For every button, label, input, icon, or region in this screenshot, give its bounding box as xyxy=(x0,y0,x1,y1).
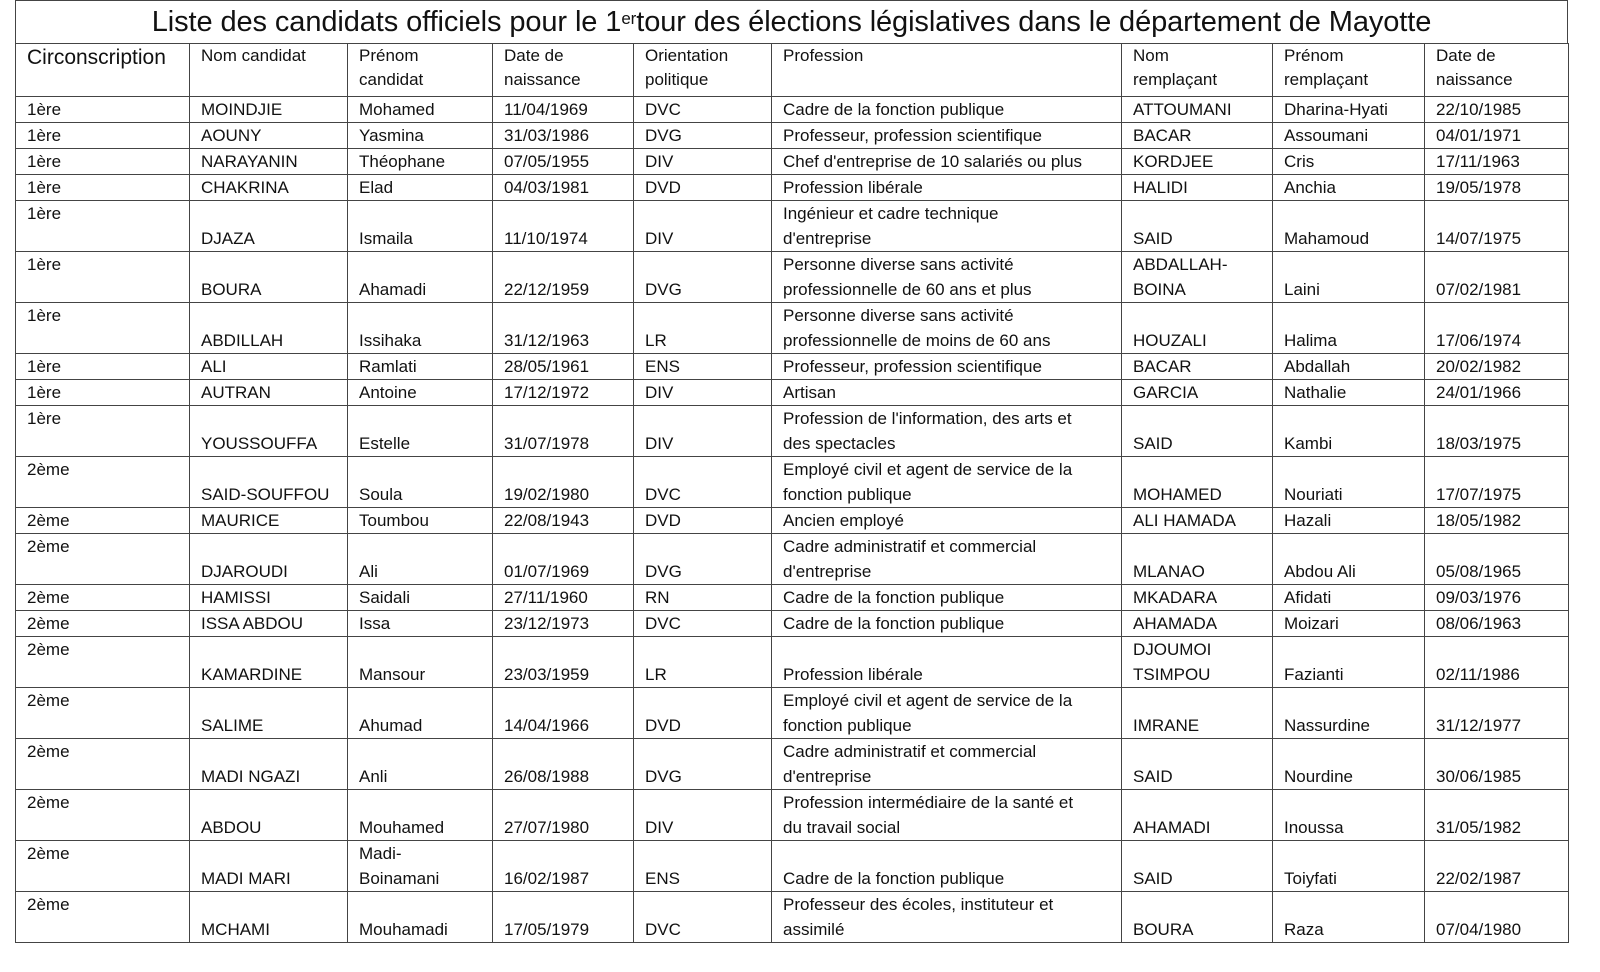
cell-prof: Cadre de la fonction publique xyxy=(772,611,1122,637)
cell-nom: AUTRAN xyxy=(190,380,348,406)
cell-prenom-r: Nourdine xyxy=(1273,739,1425,790)
cell-nom: MCHAMI xyxy=(190,892,348,943)
cell-date: 26/08/1988 xyxy=(493,739,634,790)
cell-orient: DVD xyxy=(634,508,772,534)
cell-prof: Profession de l'information, des arts et des spectacles xyxy=(772,406,1122,457)
cell-orient: DVC xyxy=(634,892,772,943)
cell-nom: MOINDJIE xyxy=(190,97,348,123)
cell-orient: DVG xyxy=(634,123,772,149)
title-rest: tour des élections législatives dans le département de Mayotte xyxy=(636,5,1432,38)
cell-date-r: 02/11/1986 xyxy=(1425,637,1569,688)
page-title xyxy=(15,0,1568,43)
cell-circ: 1ère xyxy=(16,123,190,149)
table-row xyxy=(16,406,1569,457)
cell-date: 14/04/1966 xyxy=(493,688,634,739)
cell-prenom-r: Toiyfati xyxy=(1273,841,1425,892)
cell-date: 22/12/1959 xyxy=(493,252,634,303)
table-row xyxy=(16,380,1569,406)
cell-nom: SAID-SOUFFOU xyxy=(190,457,348,508)
cell-prenom-r: Nathalie xyxy=(1273,380,1425,406)
table-row xyxy=(16,149,1569,175)
cell-circ: 2ème xyxy=(16,585,190,611)
cell-prenom: Elad xyxy=(348,175,493,201)
cell-orient: DVD xyxy=(634,688,772,739)
cell-date-r: 04/01/1971 xyxy=(1425,123,1569,149)
document xyxy=(15,0,1568,943)
cell-prenom: Saidali xyxy=(348,585,493,611)
cell-date: 16/02/1987 xyxy=(493,841,634,892)
cell-nom-r: ALI HAMADA xyxy=(1122,508,1273,534)
cell-orient: LR xyxy=(634,637,772,688)
header-circonscription: Circonscription xyxy=(16,44,190,97)
cell-nom-r: HALIDI xyxy=(1122,175,1273,201)
cell-date: 01/07/1969 xyxy=(493,534,634,585)
cell-prenom: Mansour xyxy=(348,637,493,688)
cell-circ: 1ère xyxy=(16,201,190,252)
cell-orient: RN xyxy=(634,585,772,611)
cell-circ: 1ère xyxy=(16,380,190,406)
cell-circ: 1ère xyxy=(16,303,190,354)
cell-nom: SALIME xyxy=(190,688,348,739)
table-row xyxy=(16,354,1569,380)
cell-prenom: Mouhamed xyxy=(348,790,493,841)
cell-nom-r: ATTOUMANI xyxy=(1122,97,1273,123)
cell-prenom: Ismaila xyxy=(348,201,493,252)
table-row xyxy=(16,739,1569,790)
table-row xyxy=(16,585,1569,611)
table-row xyxy=(16,252,1569,303)
header-prenom-remplacant: Prénom remplaçant xyxy=(1273,44,1425,97)
cell-date: 17/05/1979 xyxy=(493,892,634,943)
cell-prenom: Ramlati xyxy=(348,354,493,380)
cell-prenom: Issihaka xyxy=(348,303,493,354)
cell-nom: ISSA ABDOU xyxy=(190,611,348,637)
cell-prof: Employé civil et agent de service de la fonction publique xyxy=(772,457,1122,508)
cell-orient: ENS xyxy=(634,841,772,892)
cell-prenom: Anli xyxy=(348,739,493,790)
cell-nom-r: AHAMADA xyxy=(1122,611,1273,637)
header-row xyxy=(16,44,1569,97)
cell-nom-r: MKADARA xyxy=(1122,585,1273,611)
cell-prof: Professeur des écoles, instituteur et assimilé xyxy=(772,892,1122,943)
cell-nom: ALI xyxy=(190,354,348,380)
cell-nom-r: MLANAO xyxy=(1122,534,1273,585)
cell-date: 11/04/1969 xyxy=(493,97,634,123)
cell-nom-r: DJOUMOI TSIMPOU xyxy=(1122,637,1273,688)
cell-prenom: Soula xyxy=(348,457,493,508)
cell-nom-r: ABDALLAH- BOINA xyxy=(1122,252,1273,303)
cell-prenom-r: Assoumani xyxy=(1273,123,1425,149)
cell-prenom-r: Inoussa xyxy=(1273,790,1425,841)
header-date-naissance-remplacant: Date de naissance xyxy=(1425,44,1569,97)
cell-date-r: 22/02/1987 xyxy=(1425,841,1569,892)
cell-orient: DIV xyxy=(634,201,772,252)
cell-prenom-r: Cris xyxy=(1273,149,1425,175)
cell-prenom-r: Fazianti xyxy=(1273,637,1425,688)
cell-circ: 2ème xyxy=(16,739,190,790)
table-row xyxy=(16,201,1569,252)
cell-date: 07/05/1955 xyxy=(493,149,634,175)
cell-orient: DIV xyxy=(634,790,772,841)
table-row xyxy=(16,637,1569,688)
cell-prenom-r: Anchia xyxy=(1273,175,1425,201)
cell-circ: 2ème xyxy=(16,637,190,688)
cell-prenom: Ahumad xyxy=(348,688,493,739)
cell-prof: Personne diverse sans activité professionnelle de 60 ans et plus xyxy=(772,252,1122,303)
cell-prenom-r: Moizari xyxy=(1273,611,1425,637)
cell-date-r: 17/11/1963 xyxy=(1425,149,1569,175)
cell-orient: DIV xyxy=(634,380,772,406)
cell-date-r: 07/02/1981 xyxy=(1425,252,1569,303)
cell-prenom: Issa xyxy=(348,611,493,637)
table-row xyxy=(16,175,1569,201)
cell-prenom: Ali xyxy=(348,534,493,585)
cell-circ: 2ème xyxy=(16,534,190,585)
cell-nom: MADI MARI xyxy=(190,841,348,892)
cell-circ: 2ème xyxy=(16,790,190,841)
cell-orient: LR xyxy=(634,303,772,354)
cell-circ: 1ère xyxy=(16,406,190,457)
cell-prof: Cadre de la fonction publique xyxy=(772,97,1122,123)
cell-prenom: Yasmina xyxy=(348,123,493,149)
cell-date: 27/07/1980 xyxy=(493,790,634,841)
cell-prof: Professeur, profession scientifique xyxy=(772,123,1122,149)
cell-nom: DJAZA xyxy=(190,201,348,252)
cell-nom-r: SAID xyxy=(1122,201,1273,252)
cell-prof: Employé civil et agent de service de la fonction publique xyxy=(772,688,1122,739)
title-superscript: er xyxy=(621,9,637,28)
cell-nom-r: KORDJEE xyxy=(1122,149,1273,175)
cell-nom: HAMISSI xyxy=(190,585,348,611)
cell-circ: 1ère xyxy=(16,354,190,380)
table-row xyxy=(16,303,1569,354)
cell-nom: MAURICE xyxy=(190,508,348,534)
cell-prenom: Ahamadi xyxy=(348,252,493,303)
header-nom-candidat: Nom candidat xyxy=(190,44,348,97)
cell-nom: BOURA xyxy=(190,252,348,303)
cell-nom-r: BOURA xyxy=(1122,892,1273,943)
cell-date: 04/03/1981 xyxy=(493,175,634,201)
cell-nom: NARAYANIN xyxy=(190,149,348,175)
table-row xyxy=(16,611,1569,637)
cell-orient: DIV xyxy=(634,406,772,457)
cell-prof: Artisan xyxy=(772,380,1122,406)
cell-prenom-r: Kambi xyxy=(1273,406,1425,457)
cell-prenom: Madi- Boinamani xyxy=(348,841,493,892)
cell-date: 28/05/1961 xyxy=(493,354,634,380)
cell-nom-r: IMRANE xyxy=(1122,688,1273,739)
cell-circ: 2ème xyxy=(16,611,190,637)
cell-prof: Profession libérale xyxy=(772,637,1122,688)
cell-prenom-r: Nassurdine xyxy=(1273,688,1425,739)
cell-prenom-r: Hazali xyxy=(1273,508,1425,534)
cell-prenom-r: Abdallah xyxy=(1273,354,1425,380)
cell-date-r: 08/06/1963 xyxy=(1425,611,1569,637)
cell-date-r: 17/07/1975 xyxy=(1425,457,1569,508)
cell-orient: DVC xyxy=(634,97,772,123)
cell-nom-r: BACAR xyxy=(1122,123,1273,149)
cell-date-r: 18/03/1975 xyxy=(1425,406,1569,457)
cell-date-r: 19/05/1978 xyxy=(1425,175,1569,201)
cell-nom-r: SAID xyxy=(1122,841,1273,892)
cell-date: 31/03/1986 xyxy=(493,123,634,149)
cell-date: 22/08/1943 xyxy=(493,508,634,534)
cell-date: 17/12/1972 xyxy=(493,380,634,406)
cell-prof: Cadre administratif et commercial d'entreprise xyxy=(772,739,1122,790)
cell-circ: 1ère xyxy=(16,175,190,201)
cell-circ: 1ère xyxy=(16,252,190,303)
cell-prenom: Mouhamadi xyxy=(348,892,493,943)
table-row xyxy=(16,97,1569,123)
table-body xyxy=(16,97,1569,943)
cell-nom: KAMARDINE xyxy=(190,637,348,688)
cell-date-r: 05/08/1965 xyxy=(1425,534,1569,585)
cell-prenom-r: Dharina-Hyati xyxy=(1273,97,1425,123)
cell-date-r: 17/06/1974 xyxy=(1425,303,1569,354)
cell-prenom-r: Abdou Ali xyxy=(1273,534,1425,585)
cell-orient: DVC xyxy=(634,611,772,637)
cell-nom: ABDILLAH xyxy=(190,303,348,354)
cell-orient: DVG xyxy=(634,252,772,303)
cell-prenom-r: Raza xyxy=(1273,892,1425,943)
header-prenom-candidat: Prénom candidat xyxy=(348,44,493,97)
cell-prenom-r: Laini xyxy=(1273,252,1425,303)
table-row xyxy=(16,508,1569,534)
cell-prenom: Théophane xyxy=(348,149,493,175)
cell-date: 27/11/1960 xyxy=(493,585,634,611)
cell-date: 11/10/1974 xyxy=(493,201,634,252)
cell-nom: DJAROUDI xyxy=(190,534,348,585)
cell-date-r: 31/12/1977 xyxy=(1425,688,1569,739)
title-main: Liste des candidats officiels pour le 1 xyxy=(151,5,622,38)
cell-prof: Cadre administratif et commercial d'entreprise xyxy=(772,534,1122,585)
cell-circ: 2ème xyxy=(16,841,190,892)
cell-orient: DVD xyxy=(634,175,772,201)
cell-nom: AOUNY xyxy=(190,123,348,149)
cell-prenom: Mohamed xyxy=(348,97,493,123)
cell-nom-r: SAID xyxy=(1122,406,1273,457)
cell-prenom-r: Nouriati xyxy=(1273,457,1425,508)
cell-prof: Professeur, profession scientifique xyxy=(772,354,1122,380)
header-profession: Profession xyxy=(772,44,1122,97)
cell-prof: Personne diverse sans activité professionnelle de moins de 60 ans xyxy=(772,303,1122,354)
cell-orient: ENS xyxy=(634,354,772,380)
cell-date-r: 14/07/1975 xyxy=(1425,201,1569,252)
cell-prof: Ancien employé xyxy=(772,508,1122,534)
cell-nom-r: AHAMADI xyxy=(1122,790,1273,841)
cell-orient: DIV xyxy=(634,149,772,175)
cell-nom: MADI NGAZI xyxy=(190,739,348,790)
table-row xyxy=(16,534,1569,585)
header-nom-remplacant: Nom remplaçant xyxy=(1122,44,1273,97)
cell-prof: Profession libérale xyxy=(772,175,1122,201)
cell-circ: 2ème xyxy=(16,508,190,534)
candidates-table xyxy=(15,43,1569,943)
table-row xyxy=(16,790,1569,841)
cell-prenom: Antoine xyxy=(348,380,493,406)
cell-date-r: 24/01/1966 xyxy=(1425,380,1569,406)
cell-prenom-r: Afidati xyxy=(1273,585,1425,611)
table-row xyxy=(16,841,1569,892)
cell-orient: DVG xyxy=(634,534,772,585)
header-orientation: Orientation politique xyxy=(634,44,772,97)
cell-nom: YOUSSOUFFA xyxy=(190,406,348,457)
cell-orient: DVG xyxy=(634,739,772,790)
table-row xyxy=(16,123,1569,149)
cell-nom-r: SAID xyxy=(1122,739,1273,790)
cell-date-r: 18/05/1982 xyxy=(1425,508,1569,534)
cell-prof: Chef d'entreprise de 10 salariés ou plus xyxy=(772,149,1122,175)
header-date-naissance: Date de naissance xyxy=(493,44,634,97)
cell-prof: Cadre de la fonction publique xyxy=(772,585,1122,611)
cell-nom-r: MOHAMED xyxy=(1122,457,1273,508)
cell-date: 19/02/1980 xyxy=(493,457,634,508)
cell-date-r: 31/05/1982 xyxy=(1425,790,1569,841)
cell-circ: 2ème xyxy=(16,457,190,508)
cell-date-r: 20/02/1982 xyxy=(1425,354,1569,380)
cell-prof: Ingénieur et cadre technique d'entreprise xyxy=(772,201,1122,252)
cell-prenom: Estelle xyxy=(348,406,493,457)
table-row xyxy=(16,688,1569,739)
cell-circ: 2ème xyxy=(16,892,190,943)
table-row xyxy=(16,892,1569,943)
cell-nom-r: HOUZALI xyxy=(1122,303,1273,354)
cell-date: 31/12/1963 xyxy=(493,303,634,354)
cell-nom-r: BACAR xyxy=(1122,354,1273,380)
cell-date: 23/03/1959 xyxy=(493,637,634,688)
table-row xyxy=(16,457,1569,508)
cell-circ: 1ère xyxy=(16,149,190,175)
cell-date: 23/12/1973 xyxy=(493,611,634,637)
cell-circ: 2ème xyxy=(16,688,190,739)
cell-prof: Cadre de la fonction publique xyxy=(772,841,1122,892)
cell-nom: CHAKRINA xyxy=(190,175,348,201)
cell-date-r: 22/10/1985 xyxy=(1425,97,1569,123)
cell-nom: ABDOU xyxy=(190,790,348,841)
cell-prenom-r: Mahamoud xyxy=(1273,201,1425,252)
cell-date: 31/07/1978 xyxy=(493,406,634,457)
cell-nom-r: GARCIA xyxy=(1122,380,1273,406)
cell-prof: Profession intermédiaire de la santé et du travail social xyxy=(772,790,1122,841)
cell-date-r: 09/03/1976 xyxy=(1425,585,1569,611)
cell-prenom: Toumbou xyxy=(348,508,493,534)
cell-circ: 1ère xyxy=(16,97,190,123)
cell-date-r: 30/06/1985 xyxy=(1425,739,1569,790)
cell-date-r: 07/04/1980 xyxy=(1425,892,1569,943)
cell-orient: DVC xyxy=(634,457,772,508)
cell-prenom-r: Halima xyxy=(1273,303,1425,354)
